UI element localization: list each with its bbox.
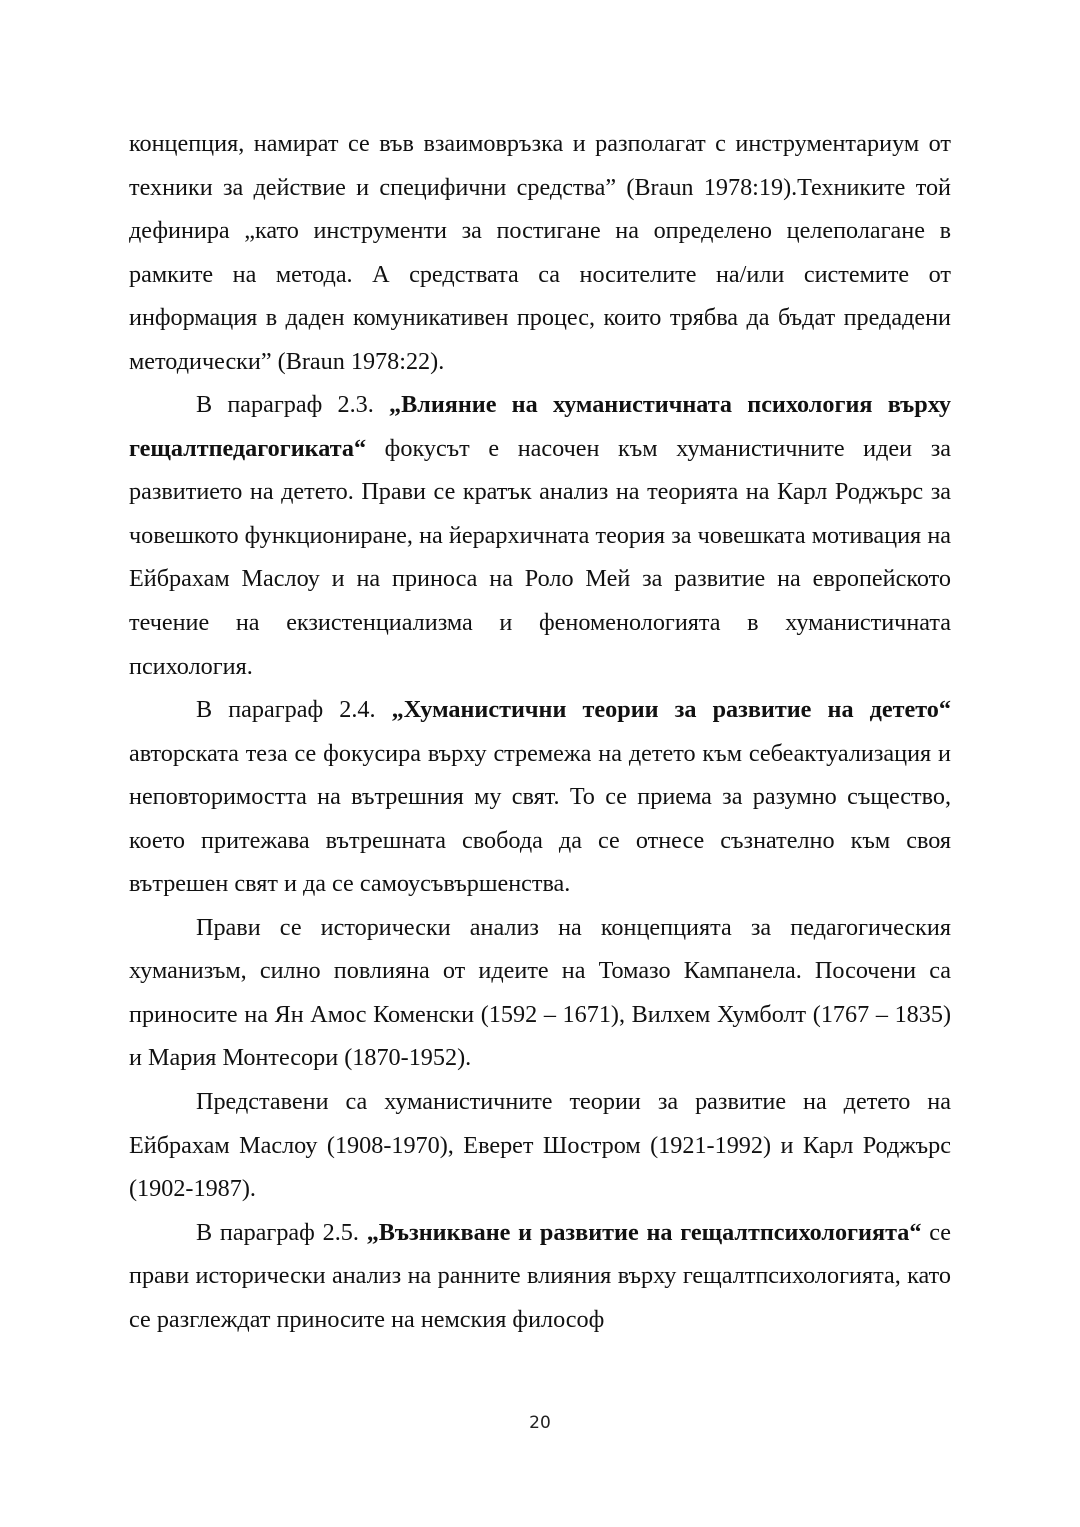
section-title-2-4: „Хуманистични теории за развитие на детето“ [391, 696, 951, 724]
paragraph-text: фокусът е насочен към хуманистичните идеи за развитието на детето. Прави се кратък анализ на теорията на Карл Роджърс за човешкото функциониране, на йерархичната теория за човешката мотивация на Ейбрахам Маслоу и на приноса на Роло Мей за развитие на европейското течение на екзистенциализма и феноменологията в хуманистичната психология. [129, 434, 951, 680]
paragraph-section-2-3 [129, 383, 951, 688]
paragraph-section-2-4 [129, 688, 951, 906]
paragraph-text: Представени са хуманистичните теории за развитие на детето на Ейбрахам Маслоу (1908-1970), Еверет Шостром (1921-1992) и Карл Роджърс (1902-1987). [129, 1088, 951, 1203]
paragraph-text: авторската теза се фокусира върху стремежа на детето към себеактуализация и неповторимостта на вътрешния му свят. То се приема за разумно същество, което притежава вътрешната свобода да се отнесе съзнателно към своя вътрешен свят и да се самоусъвършенства. [129, 739, 951, 898]
paragraph-section-2-5 [129, 1211, 951, 1342]
section-title-2-3: „Влияние на хуманистичната психология върху гещалтпедагогиката“ [129, 391, 951, 462]
paragraph-lead: В параграф 2.4. [196, 696, 392, 724]
paragraph-humanistic-theories [129, 1080, 951, 1211]
paragraph-text: концепция, намират се във взаимовръзка и разполагат с инструментариум от техники за действие и специфични средства” (Braun 1978:19).Техниките той дефинира „като инструменти за постигане на определено целеполагане в рамките на метода. А средствата са носителите на/или системите от информация в даден комуникативен процес, които трябва да бъдат предадени методически” (Braun 1978:22). [129, 130, 951, 375]
section-title-2-5: „Възникване и развитие на гещалтпсихологията“ [366, 1218, 922, 1246]
paragraph-continuation [129, 122, 951, 383]
paragraph-lead: В параграф 2.3. [196, 391, 390, 419]
paragraph-historical-analysis [129, 906, 951, 1080]
paragraph-text: Прави се исторически анализ на концепцията за педагогическия хуманизъм, силно повлияна от идеите на Томазо Кампанела. Посочени са приносите на Ян Амос Коменски (1592 – 1671), Вилхем Хумболт (1767 – 1835) и Мария Монтесори (1870-1952). [129, 913, 951, 1072]
body-text [129, 122, 951, 1341]
page-number: 20 [529, 1413, 551, 1433]
paragraph-lead: В параграф 2.5. [196, 1218, 367, 1246]
paragraph-text: се прави исторически анализ на ранните влияния върху гещалтпсихологията, като се разглеждат приносите на немския философ [129, 1218, 951, 1333]
